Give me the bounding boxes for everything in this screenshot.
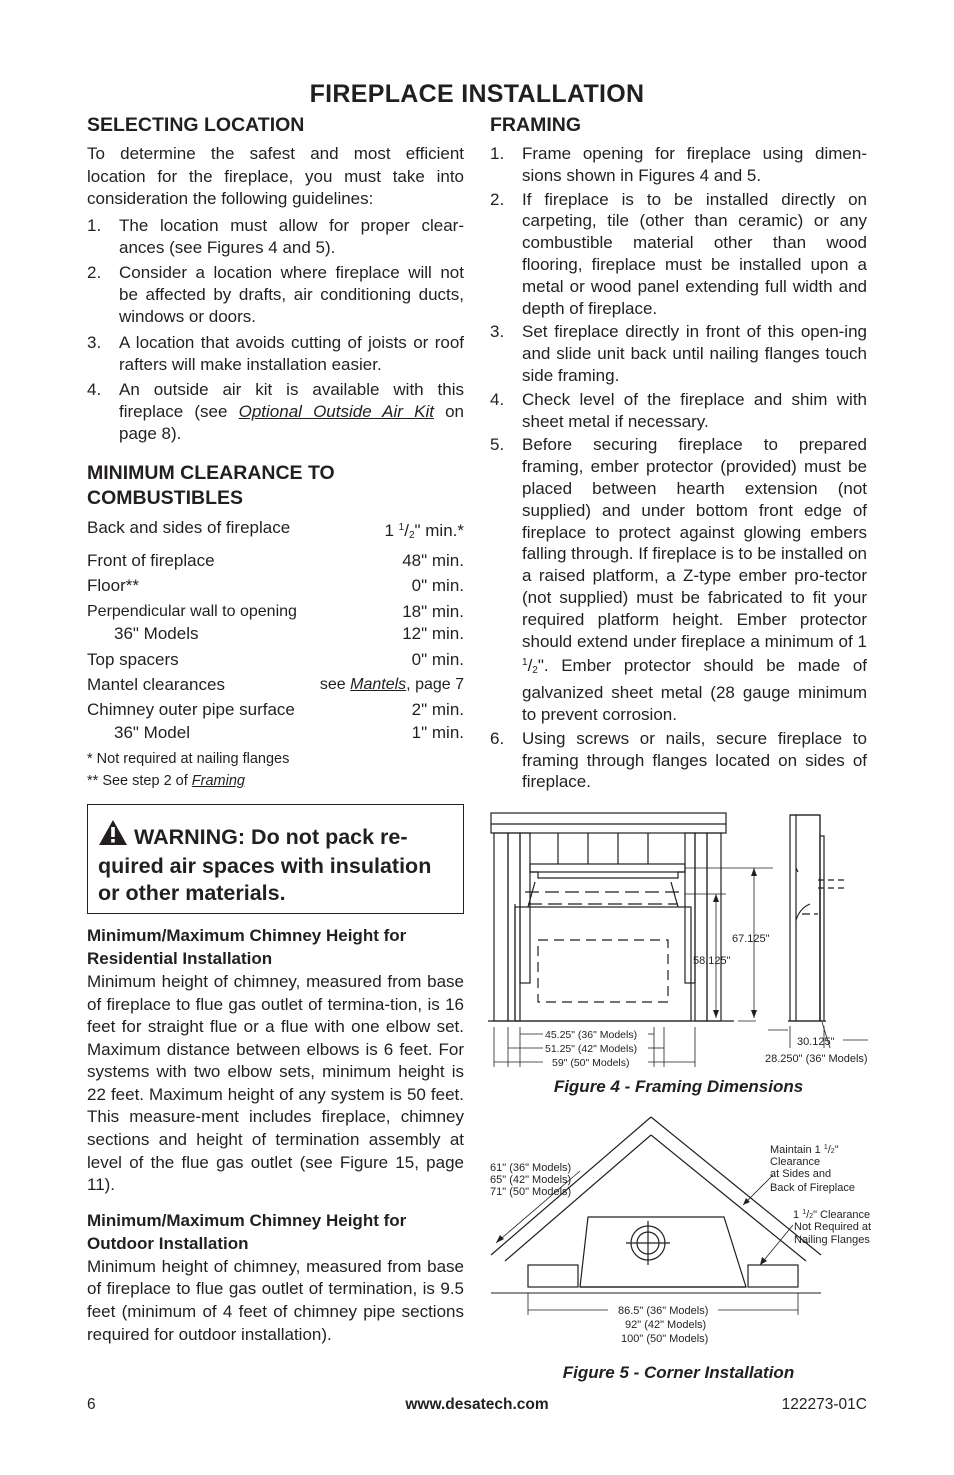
dim-59-label: 59" (50" Models) xyxy=(552,1057,630,1069)
table-row: Front of fireplace 48" min. xyxy=(87,551,464,571)
list-item: 4. An outside air kit is available with this fireplace (see Optional Outside Air Kit on page 8). xyxy=(87,380,465,443)
table-row: Mantel clearances see Mantels, page 7 xyxy=(87,675,464,695)
diag-label-2: 65" (42" Models) xyxy=(490,1174,572,1186)
framing-dimensions-figure xyxy=(488,812,888,1074)
list-item: 1. The location must allow for proper clear-ances (see Figures 4 and 5). xyxy=(87,215,464,257)
selecting-location-heading: SELECTING LOCATION xyxy=(87,114,305,136)
width-label-1: 86.5" (36" Models) xyxy=(618,1305,709,1317)
svg-text:Not Required at: Not Required at xyxy=(794,1221,872,1233)
dim-67-label: 67.125" xyxy=(732,933,770,945)
framing-list xyxy=(490,143,867,793)
outside-air-kit-link[interactable]: Optional Outside Air Kit xyxy=(238,402,434,422)
table-row: Perpendicular wall to opening 18" min. xyxy=(87,601,464,621)
diag-label-3: 71" (50" Models) xyxy=(490,1186,572,1198)
list-item: 4. Check level of the fireplace and shim with sheet metal if necessary. xyxy=(490,389,867,431)
svg-text:Back of Fireplace: Back of Fireplace xyxy=(770,1182,855,1194)
width-label-2: 92" (42" Models) xyxy=(625,1319,707,1331)
flange-label: 1 $^1$/2" Clearance xyxy=(793,1209,871,1221)
table-row: Back and sides of fireplace 1 $^1/_2$" min.* xyxy=(87,517,464,541)
svg-text:at Sides and: at Sides and xyxy=(770,1168,832,1180)
table-row: 36" Model 1" min. xyxy=(114,723,464,743)
outdoor-body: Minimum height of chimney, measured from base of fireplace to flue gas outlet of termination, is 9.5 feet (minimum of 4 feet of chimney pipe sections required for outdoor installation). xyxy=(87,1256,464,1344)
list-item: 3. A location that avoids cutting of joists or roof rafters will make installation easier. xyxy=(87,332,464,374)
diag-label-1: 61" (36" Models) xyxy=(490,1162,572,1174)
clearance-note: * Not required at nailing flanges xyxy=(87,750,290,767)
page-title: FIREPLACE INSTALLATION xyxy=(309,80,645,108)
clearance-heading: MINIMUM CLEARANCE TO COMBUSTIBLES xyxy=(87,461,335,509)
figure4-caption: Figure 4 - Framing Dimensions xyxy=(553,1077,804,1096)
residential-body: Minimum height of chimney, measured from base of fireplace to flue gas outlet of termina-tion, is 16 feet for straight flue or a flue with one elbow set. Maximum distance between elbows is 6 feet. For systems with two elbow sets, minimum height is 22 feet. Maximum height of any system is 50 feet. This measure-ment includes fireplace, chimney sections and height of termination assembly at level of the flue gas outlet (see Figure 15, page 11). xyxy=(87,971,464,1195)
page-number: 6 xyxy=(87,1396,96,1413)
clearance-table xyxy=(87,517,464,745)
dim-51-label: 51.25" (42" Models) xyxy=(545,1043,638,1055)
list-item: 2. If fireplace is to be installed directly on carpeting, tile (other than ceramic) or any combustible material other than wood flooring, fireplace must be installed upon a metal or wood panel extending full width and depth of fireplace. xyxy=(490,189,867,318)
list-item: 6. Using screws or nails, secure fireplace to framing through flanges located on sides of fireplace. xyxy=(490,728,867,792)
website: www.desatech.com xyxy=(405,1396,549,1413)
corner-installation-figure xyxy=(488,1115,888,1355)
list-item: 1. Frame opening for fireplace using dimen-sions shown in Figures 4 and 5. xyxy=(490,144,867,185)
outdoor-heading: Minimum/Maximum Chimney Height for Outdoor Installation xyxy=(87,1210,407,1254)
selecting-location-intro: To determine the safest and most efficient location for the fireplace, you must take into consideration the following guidelines: xyxy=(87,144,464,209)
selecting-location-list xyxy=(87,215,464,445)
svg-text:Clearance: Clearance xyxy=(770,1156,821,1168)
list-item: 2. Consider a location where fireplace will not be affected by drafts, air conditioning ducts, windows or doors. xyxy=(87,263,464,326)
table-row: Chimney outer pipe surface 2" min. xyxy=(87,700,464,720)
dim-30-label: 30.125" xyxy=(797,1036,835,1048)
dim-45-label: 45.25" (36" Models) xyxy=(545,1029,638,1041)
table-row: Top spacers 0" min. xyxy=(87,649,464,669)
framing-link[interactable]: Framing xyxy=(191,772,245,789)
dim-28-label: 28.250" (36" Models) xyxy=(765,1053,868,1065)
mantels-link[interactable]: Mantels xyxy=(350,676,407,694)
framing-heading: FRAMING xyxy=(490,114,581,136)
width-label-3: 100" (50" Models) xyxy=(621,1333,709,1345)
residential-heading: Minimum/Maximum Chimney Height for Residential Installation xyxy=(87,925,407,969)
clearance-note: ** See step 2 of Framing xyxy=(87,772,245,789)
warning-icon xyxy=(98,819,128,853)
warning-box: WARNING: Do not pack re- quired air spaces with insulation or other materials. xyxy=(87,804,464,914)
figure5-caption: Figure 5 - Corner Installation xyxy=(562,1363,795,1382)
svg-text:Nailing Flanges: Nailing Flanges xyxy=(794,1234,870,1246)
left-column xyxy=(87,114,464,1346)
doc-code: 122273-01C xyxy=(781,1396,867,1413)
list-item: 3. Set fireplace directly in front of this open-ing and slide unit back until nailing flanges touch side framing. xyxy=(490,322,867,385)
right-column xyxy=(490,114,867,793)
table-row: 36" Models 12" min. xyxy=(114,624,464,644)
dim-58-label: 58.125" xyxy=(693,955,731,967)
list-item: 5. Before securing fireplace to prepared framing, ember protector (provided) must be placed between hearth extension (not supplied) and under bottom front edge of fireplace to protect against glowing embers falling through. If fireplace is to be installed on a raised platform, a Z-type ember pro-tector (not supplied) must be fabricated to fit your required platform height. Ember protector should extend under fireplace a minimum of 1 $^1/_2$". Ember protector should be made of galvanized sheet metal (28 gauge minimum to prevent corrosion. xyxy=(490,435,867,724)
table-row: Floor** 0" min. xyxy=(87,576,464,596)
maintain-label: Maintain 1 $^1$/2" xyxy=(770,1144,839,1156)
